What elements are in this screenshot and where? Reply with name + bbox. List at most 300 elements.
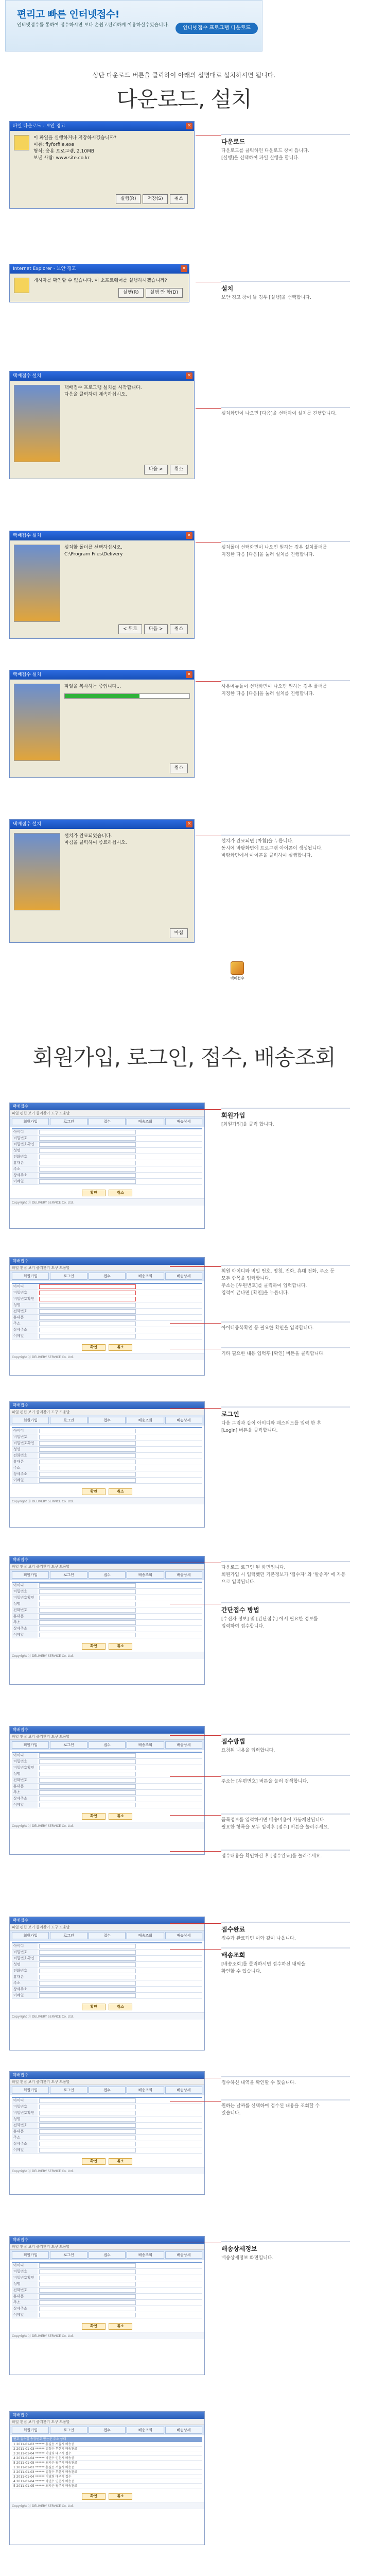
step-text: 다음 그림과 같이 아이디와 패스워드를 입력 한 후 [Login] 버튼을 클릭합니다. <box>221 1421 321 1433</box>
step-title: 회원가입 <box>221 1112 246 1119</box>
tab-item[interactable]: 배송조회 <box>127 1741 164 1749</box>
field-label: 비밀번호확인 <box>12 1142 38 1147</box>
field-input[interactable] <box>39 1596 136 1600</box>
field-input[interactable] <box>39 1626 136 1631</box>
callout-line <box>170 2101 221 2102</box>
close-icon[interactable]: × <box>186 372 192 379</box>
tab-item[interactable]: 로그인 <box>50 2087 87 2094</box>
tab-item[interactable]: 회원가입 <box>12 1118 49 1125</box>
list-row[interactable]: 1 2011-01-03 ****** 홍길동 서울시 배송중 <box>12 2465 202 2470</box>
field-input[interactable] <box>39 1136 136 1141</box>
step-text: 품목정보를 입력하시면 배송비용이 자동계산됩니다. 필요한 항목을 모두 입력후 [접수] 버튼을 눌러주세요. <box>221 1818 329 1830</box>
howto-step-note <box>221 1734 350 1754</box>
field-label: 비밀번호 <box>12 2104 38 2110</box>
field-input[interactable] <box>39 1478 136 1483</box>
howto-step-note <box>221 1347 350 1358</box>
tab-item[interactable]: 회원가입 <box>12 1741 49 1749</box>
tab-item[interactable]: 로그인 <box>50 2427 87 2434</box>
step-title: 배송상세정보 <box>221 2245 257 2252</box>
form-row <box>12 1583 202 1589</box>
confirm-button[interactable]: 확인 <box>82 1488 106 1495</box>
form-row <box>12 1595 202 1601</box>
tab-item[interactable]: 배송상세 <box>165 1932 202 1939</box>
form-row <box>12 1154 202 1160</box>
cancel-button[interactable]: 취소 <box>109 1813 132 1820</box>
field-input[interactable] <box>39 1161 136 1165</box>
dialog-button[interactable]: < 뒤로 <box>118 624 142 634</box>
field-label: 이메일 <box>12 2312 38 2318</box>
field-input[interactable] <box>39 1148 136 1153</box>
dialog-body: 파일을 복사하는 중입니다... <box>64 684 121 689</box>
form-row <box>12 2294 202 2300</box>
field-input[interactable] <box>39 1797 136 1801</box>
step-text: 원하는 날짜를 선택하여 접수된 내용을 조회할 수 있습니다. <box>221 2104 320 2116</box>
dialog-button[interactable]: 실행(R) <box>116 194 141 204</box>
field-label: 주소 <box>12 1166 38 1172</box>
tab-item[interactable]: 로그인 <box>50 1932 87 1939</box>
form-row <box>12 1327 202 1333</box>
field-input[interactable] <box>39 1284 136 1289</box>
tab-item[interactable]: 접수 <box>89 1571 126 1579</box>
tab-item[interactable]: 회원가입 <box>12 1571 49 1579</box>
dialog-title: 택배접수 설치 <box>10 670 194 680</box>
section-title-member: 회원가입, 로그인, 접수, 배송조회 <box>32 1045 336 1070</box>
list-row[interactable]: 3 2011-01-04 ****** 이영희 대구시 접수 <box>12 2451 202 2456</box>
callout-line <box>196 408 221 409</box>
tab-item[interactable]: 로그인 <box>50 1741 87 1749</box>
confirm-button[interactable]: 확인 <box>82 1190 106 1196</box>
tab-item[interactable]: 배송상세 <box>165 2427 202 2434</box>
app-footer: Copyright ⓒ DELIVERY SERVICE Co. Ltd. <box>10 2167 204 2174</box>
field-input[interactable] <box>39 1309 136 1314</box>
input-form <box>12 1942 202 1999</box>
field-input[interactable] <box>39 1435 136 1439</box>
list-row[interactable]: 1 2011-01-03 ****** 홍길동 서울시 배송중 <box>12 2442 202 2447</box>
dialog-button[interactable]: 취소 <box>170 465 188 474</box>
field-input[interactable] <box>39 1466 136 1470</box>
field-input[interactable] <box>39 1334 136 1338</box>
cancel-button[interactable]: 취소 <box>109 2158 132 2165</box>
field-input[interactable] <box>39 2136 136 2140</box>
tab-item[interactable]: 로그인 <box>50 2251 87 2259</box>
field-input[interactable] <box>39 2111 136 2115</box>
howto-step-note <box>221 1850 350 1860</box>
cancel-button[interactable]: 취소 <box>109 2323 132 2330</box>
confirm-button[interactable]: 확인 <box>82 1344 106 1351</box>
tab-item[interactable]: 회원가입 <box>12 2087 49 2094</box>
tab-item[interactable]: 배송조회 <box>127 2251 164 2259</box>
dialog-button[interactable]: 저장(S) <box>143 194 167 204</box>
field-input[interactable] <box>39 1987 136 1992</box>
step-text: 요청된 내용을 입력합니다. <box>221 1748 275 1753</box>
confirm-button[interactable]: 확인 <box>82 1643 106 1650</box>
form-row <box>12 1607 202 1614</box>
close-icon[interactable]: × <box>186 821 192 827</box>
cancel-button[interactable]: 취소 <box>109 1488 132 1495</box>
cancel-button[interactable]: 취소 <box>109 1344 132 1351</box>
field-input[interactable] <box>39 1602 136 1606</box>
callout-line <box>170 1949 221 1950</box>
step-text: 회원 아이디와 비밀 번호, 명칭, 전화, 휴대 전화, 주소 등 모든 항목을 입력합니다. 주소는 [우편번호]를 클릭하여 입력합니다. 입력이 끝나면 [확인]을 누릅니다. <box>221 1269 335 1296</box>
field-label: 전화번호 <box>12 1968 38 1974</box>
field-input[interactable] <box>39 2123 136 2128</box>
menu-bar[interactable]: 파일 편집 보기 즐겨찾기 도구 도움말 <box>10 1924 204 1930</box>
menu-bar[interactable]: 파일 편집 보기 즐겨찾기 도구 도움말 <box>10 1734 204 1740</box>
dialog-button[interactable]: 취소 <box>170 764 188 773</box>
field-label: 상세주소 <box>12 2141 38 2147</box>
field-label: 상세주소 <box>12 1987 38 1992</box>
field-input[interactable] <box>39 1803 136 1807</box>
field-input[interactable] <box>39 1759 136 1764</box>
form-row <box>12 1465 202 1471</box>
howto-step-note <box>221 2076 350 2087</box>
field-input[interactable] <box>39 2142 136 2146</box>
tab-item[interactable]: 배송조회 <box>127 2427 164 2434</box>
field-input[interactable] <box>39 2307 136 2311</box>
howto-step-note <box>221 1265 350 1297</box>
tab-bar <box>10 1415 204 1426</box>
field-input[interactable] <box>39 1315 136 1320</box>
tab-item[interactable]: 배송조회 <box>127 1273 164 1280</box>
field-input[interactable] <box>39 1778 136 1783</box>
tab-bar <box>10 1930 204 1941</box>
tab-item[interactable]: 접수 <box>89 1932 126 1939</box>
field-input[interactable] <box>39 1944 136 1948</box>
warning-icon <box>14 135 29 150</box>
tab-item[interactable]: 회원가입 <box>12 2427 49 2434</box>
field-input[interactable] <box>39 2282 136 2286</box>
field-input[interactable] <box>39 1753 136 1758</box>
field-input[interactable] <box>39 1993 136 1998</box>
tab-item[interactable]: 로그인 <box>50 1273 87 1280</box>
field-input[interactable] <box>39 1155 136 1159</box>
howto-step-note <box>221 2241 350 2262</box>
input-form <box>12 2097 202 2154</box>
tab-item[interactable]: 로그인 <box>50 1118 87 1125</box>
field-input[interactable] <box>39 1441 136 1446</box>
close-icon[interactable]: × <box>181 265 187 272</box>
field-label: 주소 <box>12 1465 38 1471</box>
menu-bar[interactable]: 파일 편집 보기 즐겨찾기 도구 도움말 <box>10 2079 204 2085</box>
close-icon[interactable]: × <box>186 123 192 129</box>
field-input[interactable] <box>39 1975 136 1979</box>
form-row <box>12 1632 202 1638</box>
field-input[interactable] <box>39 1962 136 1967</box>
app-footer: Copyright ⓒ DELIVERY SERVICE Co. Ltd. <box>10 1822 204 1829</box>
close-icon[interactable]: × <box>186 671 192 678</box>
dialog-button[interactable]: 취소 <box>170 624 188 634</box>
tab-item[interactable]: 배송조회 <box>127 1932 164 1939</box>
field-input[interactable] <box>39 1297 136 1301</box>
field-input[interactable] <box>39 1291 136 1295</box>
tab-item[interactable]: 접수 <box>89 2087 126 2094</box>
list-row[interactable]: 5 2011-01-05 ****** 최지은 광주시 배송완료 <box>12 2461 202 2465</box>
package-icon <box>231 961 244 975</box>
setup-image <box>14 385 60 462</box>
field-input[interactable] <box>39 2294 136 2299</box>
field-input[interactable] <box>39 2129 136 2134</box>
field-label: 전화번호 <box>12 1453 38 1459</box>
tab-item[interactable]: 접수 <box>89 1118 126 1125</box>
dialog-body: 설치가 완료되었습니다. 마침을 클릭하여 종료하십시오. <box>64 834 127 845</box>
field-label: 아이디 <box>12 2263 38 2268</box>
form-row <box>12 1284 202 1290</box>
field-label: 비밀번호 <box>12 2269 38 2275</box>
tab-bar <box>10 1116 204 1127</box>
form-row <box>12 2300 202 2306</box>
field-input[interactable] <box>39 2276 136 2280</box>
field-input[interactable] <box>39 2300 136 2305</box>
field-label: 아이디 <box>12 1753 38 1758</box>
field-input[interactable] <box>39 2148 136 2153</box>
field-input[interactable] <box>39 1608 136 1613</box>
tab-item[interactable]: 회원가입 <box>12 1273 49 1280</box>
download-step-note <box>221 281 350 301</box>
field-input[interactable] <box>39 1950 136 1955</box>
form-row <box>12 1626 202 1632</box>
form-row <box>12 2135 202 2141</box>
form-row <box>12 1321 202 1327</box>
field-input[interactable] <box>39 1766 136 1770</box>
form-row <box>12 2269 202 2275</box>
download-button[interactable]: 인터넷접수 프로그램 다운로드 <box>176 23 258 34</box>
step-text: 접수하신 내역을 확인할 수 있습니다. <box>221 2080 296 2086</box>
list-row[interactable]: 4 2011-01-04 ****** 박민수 인천시 배송중 <box>12 2456 202 2461</box>
cancel-button[interactable]: 취소 <box>109 2493 132 2500</box>
dialog-button[interactable]: 다음 > <box>144 624 168 634</box>
tab-item[interactable]: 배송상세 <box>165 1741 202 1749</box>
howto-step-note <box>221 1321 350 1332</box>
dialog-body: 택배접수 프로그램 설치를 시작합니다. 다음을 클릭하여 계속하십시오. <box>64 385 142 397</box>
howto-step-note <box>221 1561 350 1586</box>
dialog-title: Internet Explorer - 보안 경고 <box>10 264 189 274</box>
app-window <box>9 2071 205 2195</box>
callout-line <box>196 542 221 543</box>
field-input[interactable] <box>39 2098 136 2103</box>
step-text: 설치가 완료되면 [마침]을 누릅니다. 동시에 바탕화면에 프로그램 아이콘이 생성됩니다. 바탕화면에서 아이콘을 클릭하여 실행합니다. <box>221 839 323 858</box>
dialog-button[interactable]: 마침 <box>170 928 188 938</box>
menu-bar[interactable]: 파일 편집 보기 즐겨찾기 도구 도움말 <box>10 2244 204 2250</box>
dialog-title: 택배접수 설치 <box>10 531 194 540</box>
tab-item[interactable]: 접수 <box>89 1417 126 1424</box>
field-input[interactable] <box>39 1969 136 1973</box>
list-row[interactable]: 4 2011-01-04 ****** 박민수 인천시 배송중 <box>12 2479 202 2484</box>
field-label: 주소 <box>12 1790 38 1795</box>
tab-item[interactable]: 배송조회 <box>127 2087 164 2094</box>
tab-bar <box>10 2425 204 2435</box>
form-row <box>12 1968 202 1974</box>
dialog-button[interactable]: 취소 <box>170 194 188 204</box>
field-input[interactable] <box>39 1303 136 1308</box>
input-form <box>12 1752 202 1808</box>
form-row <box>12 1589 202 1595</box>
field-input[interactable] <box>39 1321 136 1326</box>
step-text: 다운로드 로그인 된 화면입니다. 회원가입 시 입력했던 기본정보가 '접수자' 와 '발송자' 에 자동으로 입력됩니다. <box>221 1565 346 1585</box>
list-row[interactable]: 2 2011-01-03 ****** 김철수 부산시 배송완료 <box>12 2470 202 2475</box>
confirm-button[interactable]: 확인 <box>82 1813 106 1820</box>
field-input[interactable] <box>39 1429 136 1433</box>
callout-line <box>196 681 221 682</box>
field-label: 이메일 <box>12 2147 38 2153</box>
field-label: 휴대폰 <box>12 2294 38 2299</box>
field-label: 성명 <box>12 1771 38 1777</box>
field-input[interactable] <box>39 1173 136 1178</box>
list-row[interactable]: 5 2011-01-05 ****** 최지은 광주시 배송완료 <box>12 2484 202 2488</box>
field-label: 아이디 <box>12 2098 38 2104</box>
tab-item[interactable]: 접수 <box>89 2251 126 2259</box>
step-text: [회원가입]을 클릭 합니다. <box>221 1122 274 1127</box>
cancel-button[interactable]: 취소 <box>109 2004 132 2010</box>
download-banner <box>5 0 262 52</box>
tab-item[interactable]: 배송상세 <box>165 1571 202 1579</box>
confirm-button[interactable]: 확인 <box>82 2323 106 2330</box>
field-input[interactable] <box>39 1460 136 1464</box>
form-row <box>12 1759 202 1765</box>
howto-step-note <box>221 1406 350 1434</box>
field-input[interactable] <box>39 1453 136 1458</box>
field-input[interactable] <box>39 1784 136 1789</box>
tab-item[interactable]: 회원가입 <box>12 1417 49 1424</box>
list-header: 번호 접수일 송장번호 받는분 주소 상태 <box>12 2437 202 2442</box>
tab-item[interactable]: 배송상세 <box>165 1273 202 1280</box>
field-input[interactable] <box>39 1583 136 1588</box>
tab-item[interactable]: 접수 <box>89 1741 126 1749</box>
field-label: 전화번호 <box>12 2287 38 2293</box>
cancel-button[interactable]: 취소 <box>109 1190 132 1196</box>
dialog-body: 설치할 폴더를 선택하십시오. C:\Program Files\Delivery <box>64 545 123 557</box>
menu-bar[interactable]: 파일 편집 보기 즐겨찾기 도구 도움말 <box>10 1564 204 1570</box>
field-input[interactable] <box>39 1620 136 1625</box>
field-label: 성명 <box>12 1601 38 1607</box>
form-row <box>12 2147 202 2154</box>
app-title: 택배접수 <box>10 2412 204 2419</box>
step-text: 보안 경고 창이 뜰 경우 [실행]을 선택합니다. <box>221 295 311 300</box>
list-row[interactable]: 2 2011-01-03 ****** 김철수 부산시 배송완료 <box>12 2447 202 2451</box>
app-window <box>9 1401 205 1528</box>
field-input[interactable] <box>39 1589 136 1594</box>
field-input[interactable] <box>39 1633 136 1637</box>
form-row <box>12 1434 202 1440</box>
warning-icon <box>14 278 29 293</box>
app-title: 택배접수 <box>10 1258 204 1265</box>
confirm-button[interactable]: 확인 <box>82 2158 106 2165</box>
field-input[interactable] <box>39 1956 136 1961</box>
menu-bar[interactable]: 파일 편집 보기 즐겨찾기 도구 도움말 <box>10 1409 204 1415</box>
field-label: 성명 <box>12 1302 38 1308</box>
field-input[interactable] <box>39 1472 136 1477</box>
download-window <box>9 121 195 209</box>
form-row <box>12 1765 202 1771</box>
list-row[interactable]: 3 2011-01-04 ****** 이영희 대구시 접수 <box>12 2475 202 2479</box>
form-row <box>12 1802 202 1808</box>
app-footer: Copyright ⓒ DELIVERY SERVICE Co. Ltd. <box>10 2012 204 2020</box>
field-input[interactable] <box>39 2263 136 2268</box>
field-input[interactable] <box>39 1328 136 1332</box>
tab-item[interactable]: 로그인 <box>50 1571 87 1579</box>
form-row <box>12 1777 202 1784</box>
form-row <box>12 1129 202 1136</box>
field-label: 비밀번호 <box>12 1136 38 1141</box>
field-label: 휴대폰 <box>12 1315 38 1320</box>
field-input[interactable] <box>39 2105 136 2109</box>
field-input[interactable] <box>39 1130 136 1134</box>
field-label: 비밀번호 <box>12 1759 38 1765</box>
tab-item[interactable]: 배송조회 <box>127 1571 164 1579</box>
section-title-download: 다운로드, 설치 <box>116 87 252 112</box>
field-input[interactable] <box>39 2117 136 2122</box>
field-input[interactable] <box>39 2269 136 2274</box>
desktop-icon[interactable] <box>227 961 248 981</box>
form-row <box>12 2275 202 2281</box>
dialog-button[interactable]: 실행(R) <box>118 288 144 298</box>
tab-item[interactable]: 로그인 <box>50 1417 87 1424</box>
callout-line <box>170 1851 221 1852</box>
field-input[interactable] <box>39 2288 136 2293</box>
howto-step-note <box>221 1814 350 1831</box>
tab-item[interactable]: 접수 <box>89 1273 126 1280</box>
form-row <box>12 1290 202 1296</box>
tab-item[interactable]: 배송상세 <box>165 1417 202 1424</box>
field-input[interactable] <box>39 1179 136 1184</box>
form-row <box>12 1440 202 1447</box>
tab-item[interactable]: 배송상세 <box>165 2087 202 2094</box>
cancel-button[interactable]: 취소 <box>109 1643 132 1650</box>
tab-item[interactable]: 회원가입 <box>12 1932 49 1939</box>
close-icon[interactable]: × <box>186 532 192 539</box>
tab-item[interactable]: 배송조회 <box>127 1118 164 1125</box>
form-row <box>12 1173 202 1179</box>
tab-item[interactable]: 배송상세 <box>165 2251 202 2259</box>
field-input[interactable] <box>39 2313 136 2317</box>
app-title: 택배접수 <box>10 1556 204 1564</box>
form-row <box>12 1447 202 1453</box>
field-label: 주소 <box>12 1321 38 1327</box>
confirm-button[interactable]: 확인 <box>82 2004 106 2010</box>
field-label: 전화번호 <box>12 1154 38 1160</box>
menu-bar[interactable]: 파일 편집 보기 즐겨찾기 도구 도움말 <box>10 1110 204 1116</box>
dialog-button[interactable]: 실행 안 함(D) <box>146 288 183 298</box>
field-label: 비밀번호확인 <box>12 1296 38 1302</box>
form-row <box>12 1453 202 1459</box>
howto-step-note <box>221 1602 350 1630</box>
form-row <box>12 1980 202 1987</box>
field-label: 비밀번호확인 <box>12 1765 38 1771</box>
tab-item[interactable]: 배송조회 <box>127 1417 164 1424</box>
field-input[interactable] <box>39 1790 136 1795</box>
field-label: 비밀번호확인 <box>12 1595 38 1601</box>
field-label: 비밀번호 <box>12 1589 38 1595</box>
field-label: 휴대폰 <box>12 1974 38 1980</box>
download-step-note <box>221 407 350 417</box>
field-input[interactable] <box>39 1772 136 1776</box>
field-label: 아이디 <box>12 1129 38 1135</box>
field-label: 비밀번호 <box>12 1434 38 1440</box>
field-input[interactable] <box>39 1142 136 1147</box>
tab-item[interactable]: 배송상세 <box>165 1118 202 1125</box>
app-footer: Copyright ⓒ DELIVERY SERVICE Co. Ltd. <box>10 1353 204 1360</box>
field-input[interactable] <box>39 1447 136 1452</box>
dialog-button[interactable]: 다음 > <box>144 465 168 474</box>
field-input[interactable] <box>39 1981 136 1986</box>
menu-bar[interactable]: 파일 편집 보기 즐겨찾기 도구 도움말 <box>10 2419 204 2425</box>
app-window <box>9 2236 205 2375</box>
menu-bar[interactable]: 파일 편집 보기 즐겨찾기 도구 도움말 <box>10 1265 204 1271</box>
confirm-button[interactable]: 확인 <box>82 2493 106 2500</box>
tab-item[interactable]: 회원가입 <box>12 2251 49 2259</box>
field-input[interactable] <box>39 1167 136 1172</box>
field-input[interactable] <box>39 1614 136 1619</box>
tab-item[interactable]: 접수 <box>89 2427 126 2434</box>
